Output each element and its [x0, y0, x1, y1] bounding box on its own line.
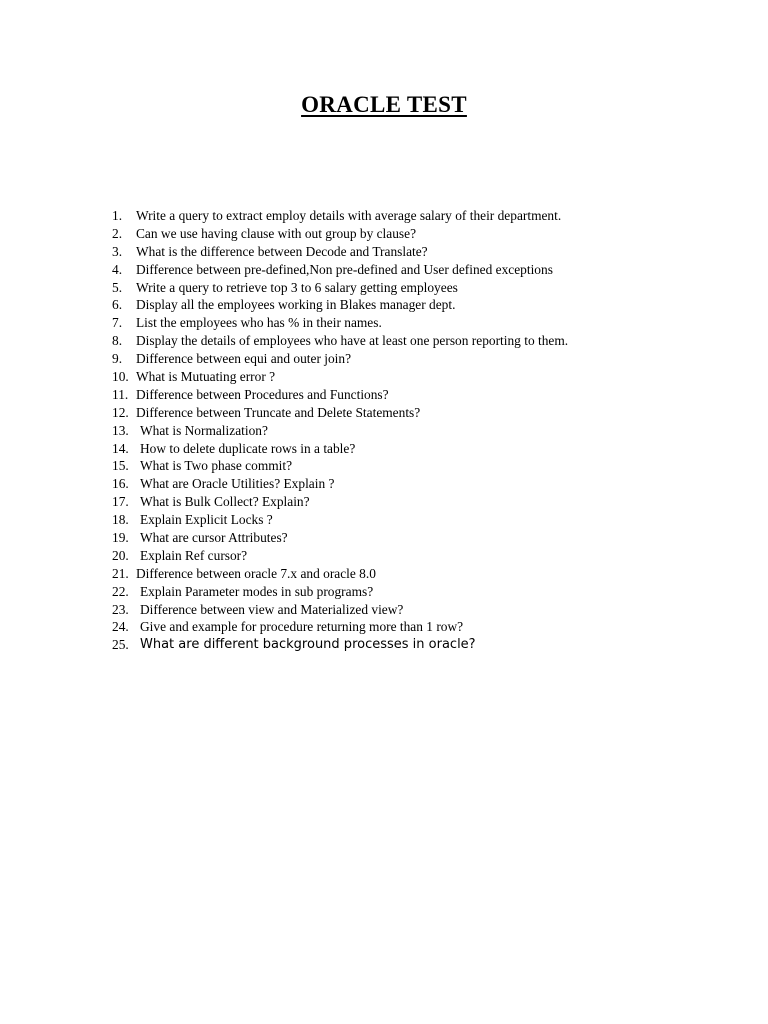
- question-number: 15.: [112, 458, 129, 474]
- question-number: 21.: [112, 565, 129, 581]
- question-text: What is the difference between Decode and Translate?: [136, 243, 428, 259]
- question-text: Can we use having clause with out group by clause?: [136, 225, 417, 241]
- question-number: 2.: [112, 225, 123, 241]
- question-number: 6.: [112, 297, 123, 313]
- list-item: [112, 493, 732, 511]
- list-item: [112, 404, 732, 422]
- list-item: [112, 618, 732, 636]
- list-item: [112, 243, 732, 261]
- list-item: [112, 350, 732, 368]
- question-number: 25.: [112, 637, 129, 653]
- list-item: [112, 547, 732, 565]
- question-text: What are cursor Attributes?: [140, 530, 288, 546]
- question-number: 20.: [112, 547, 129, 563]
- question-text: Difference between equi and outer join?: [136, 351, 352, 367]
- question-text: Difference between Procedures and Functions?: [136, 386, 389, 402]
- question-number: 22.: [112, 583, 129, 599]
- question-number: 8.: [112, 333, 123, 349]
- list-item: [112, 386, 732, 404]
- question-number: 18.: [112, 512, 129, 528]
- question-number: 9.: [112, 351, 123, 367]
- question-text: Explain Ref cursor?: [140, 547, 248, 563]
- list-item: [112, 368, 732, 386]
- question-text: Difference between view and Materialized view?: [140, 601, 404, 617]
- question-text: Display all the employees working in Blakes manager dept.: [136, 297, 456, 313]
- question-text: What are Oracle Utilities? Explain ?: [140, 476, 335, 492]
- list-item: [112, 422, 732, 440]
- list-item: [112, 332, 732, 350]
- question-text: Write a query to extract employ details with average salary of their department.: [136, 208, 562, 223]
- list-item: [112, 440, 732, 458]
- question-number: 16.: [112, 476, 129, 492]
- list-item: [112, 457, 732, 475]
- question-text: Write a query to retrieve top 3 to 6 salary getting employees: [136, 279, 458, 295]
- question-number: 14.: [112, 440, 129, 456]
- list-item: [112, 314, 732, 332]
- question-number: 7.: [112, 315, 123, 331]
- question-number: 1.: [112, 208, 123, 223]
- question-text: Explain Parameter modes in sub programs?: [140, 583, 374, 599]
- list-item: [112, 475, 732, 493]
- list-item: [112, 529, 732, 547]
- question-text: How to delete duplicate rows in a table?: [140, 440, 356, 456]
- list-item: [112, 225, 732, 243]
- question-number: 13.: [112, 422, 129, 438]
- question-number: 10.: [112, 369, 129, 385]
- question-number: 19.: [112, 530, 129, 546]
- list-item: [112, 261, 732, 279]
- list-item: [112, 296, 732, 314]
- question-text: Difference between oracle 7.x and oracle 8.0: [136, 565, 376, 581]
- list-item: [112, 279, 732, 297]
- question-number: 5.: [112, 279, 123, 295]
- list-item: [112, 207, 732, 225]
- question-number: 24.: [112, 619, 129, 635]
- question-text: What is Mutuating error ?: [136, 369, 276, 385]
- list-item: [112, 565, 732, 583]
- question-number: 11.: [112, 386, 129, 402]
- question-text: Difference between pre-defined,Non pre-defined and User defined exceptions: [136, 261, 553, 277]
- question-text: What are different background processes in oracle?: [140, 637, 476, 653]
- question-text: What is Bulk Collect? Explain?: [140, 494, 310, 510]
- list-item: [112, 601, 732, 619]
- page-title: ORACLE TEST: [301, 92, 467, 117]
- question-list: [112, 207, 732, 654]
- question-text: Give and example for procedure returning more than 1 row?: [140, 619, 464, 635]
- question-text: What is Normalization?: [140, 422, 268, 438]
- question-text: List the employees who has % in their names.: [136, 315, 382, 331]
- question-text: Difference between Truncate and Delete Statements?: [136, 404, 421, 420]
- list-item: [112, 583, 732, 601]
- question-number: 12.: [112, 404, 129, 420]
- question-number: 4.: [112, 261, 123, 277]
- list-item: [112, 511, 732, 529]
- list-item: [112, 636, 732, 654]
- question-number: 17.: [112, 494, 129, 510]
- question-text: What is Two phase commit?: [140, 458, 293, 474]
- question-text: Display the details of employees who have at least one person reporting to them.: [136, 333, 569, 349]
- question-number: 23.: [112, 601, 129, 617]
- question-number: 3.: [112, 243, 123, 259]
- question-text: Explain Explicit Locks ?: [140, 512, 273, 528]
